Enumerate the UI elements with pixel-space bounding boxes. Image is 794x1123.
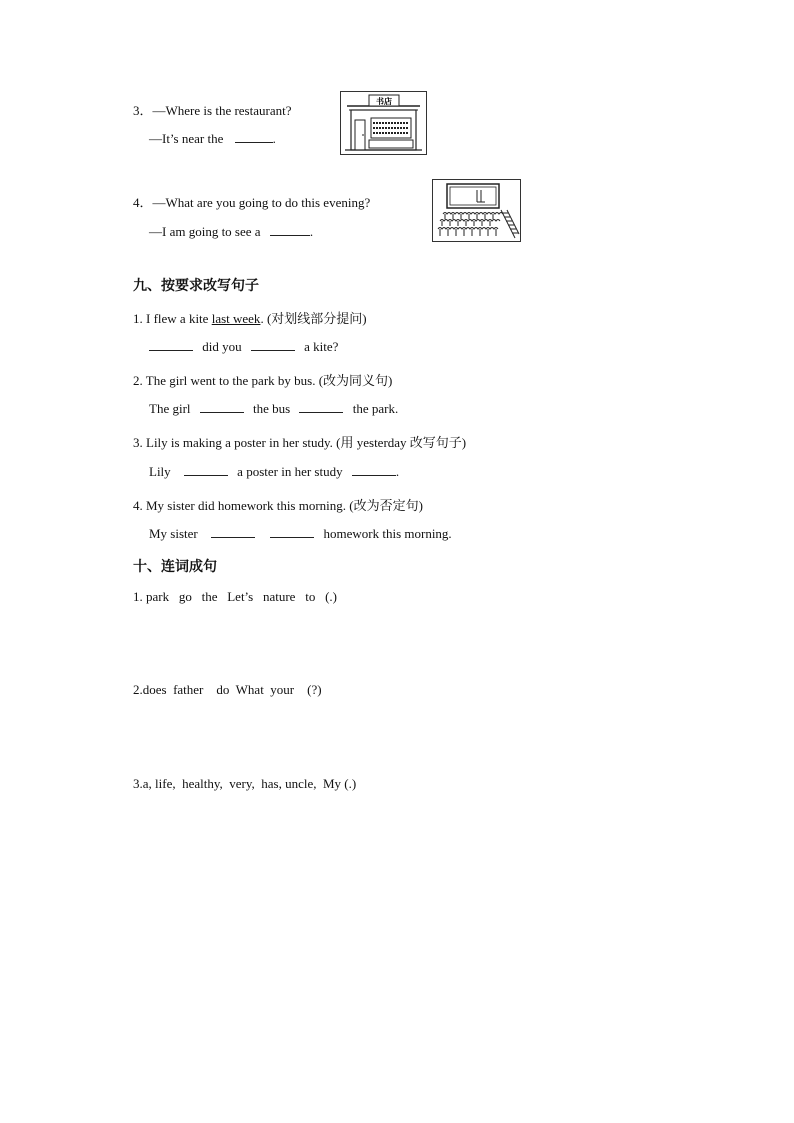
q4-number: 4． <box>133 195 153 210</box>
s9-item1-underlined: last week <box>211 311 261 326</box>
section10-title: 十、连词成句 <box>133 559 217 575</box>
q3-answer-end: . <box>272 131 276 146</box>
s9-item4-part-2: homework this morning. <box>323 526 452 541</box>
s9-item1-prompt-pre: 1. I flew a kite <box>133 311 212 326</box>
s9-item2-part-3: the park. <box>352 401 399 416</box>
s9-item2-blank-1[interactable] <box>200 401 244 413</box>
s9-item1-blank-2[interactable] <box>251 339 295 351</box>
s9-item3-part-3: . <box>395 464 400 479</box>
q4-answer <box>149 224 313 240</box>
s9-item4-answer <box>149 526 452 542</box>
q4-question <box>133 192 370 211</box>
q4-answer-text: —I am going to see a <box>149 224 261 239</box>
s9-item2-part-2: the bus <box>253 401 291 416</box>
s9-item3-part-2: a poster in her study <box>237 464 343 479</box>
q3-answer <box>149 131 276 147</box>
bookstore-sign-text: 书店 <box>376 97 392 106</box>
q3-question-text: —Where is the restaurant? <box>152 103 292 118</box>
q3-number: 3． <box>133 103 153 118</box>
s9-item3-answer <box>149 464 399 480</box>
s9-item3-prompt: 3. Lily is making a poster in her study. (用 yesterday 改写句子) <box>133 435 467 450</box>
s9-item4-prompt: 4. My sister did homework this morning. (改为否定句) <box>133 498 423 513</box>
bookstore-image <box>340 91 427 155</box>
s9-item4-blank-1[interactable] <box>211 526 255 538</box>
s9-item3-blank-1[interactable] <box>184 464 228 476</box>
s9-item2-blank-2[interactable] <box>299 401 343 413</box>
q3-blank[interactable] <box>235 131 273 143</box>
s10-item-3: 3.a, life, healthy, very, has, uncle, My (.) <box>133 776 357 791</box>
q3-answer-text: —It’s near the <box>149 131 224 146</box>
section9-title: 九、按要求改写句子 <box>133 278 259 294</box>
s9-item2-part-1: The girl <box>149 401 191 416</box>
cinema-image <box>432 179 521 242</box>
q4-blank[interactable] <box>270 224 310 236</box>
s9-item1-prompt-post: . (对划线部分提问) <box>260 311 367 326</box>
s9-item1-blank-1[interactable] <box>149 339 193 351</box>
s9-item1-part-2: a kite? <box>304 339 339 354</box>
q4-question-text: —What are you going to do this evening? <box>152 195 371 210</box>
s10-item-2: 2.does father do What your (?) <box>133 682 322 697</box>
s9-item4-part-1: My sister <box>149 526 198 541</box>
s9-item1-part-1: did you <box>202 339 242 354</box>
s9-item2-prompt: 2. The girl went to the park by bus. (改为同义句) <box>133 373 393 388</box>
q3-question <box>133 100 291 119</box>
s9-item3-blank-2[interactable] <box>352 464 396 476</box>
s9-item2-answer <box>149 401 398 417</box>
s9-item1-answer <box>149 339 338 355</box>
s10-item-1: 1. park go the Let’s nature to (.) <box>133 589 337 604</box>
s9-item4-blank-2[interactable] <box>270 526 314 538</box>
s9-item3-part-1: Lily <box>149 464 171 479</box>
s9-item1-prompt <box>133 308 367 327</box>
q4-answer-end: . <box>309 224 314 239</box>
